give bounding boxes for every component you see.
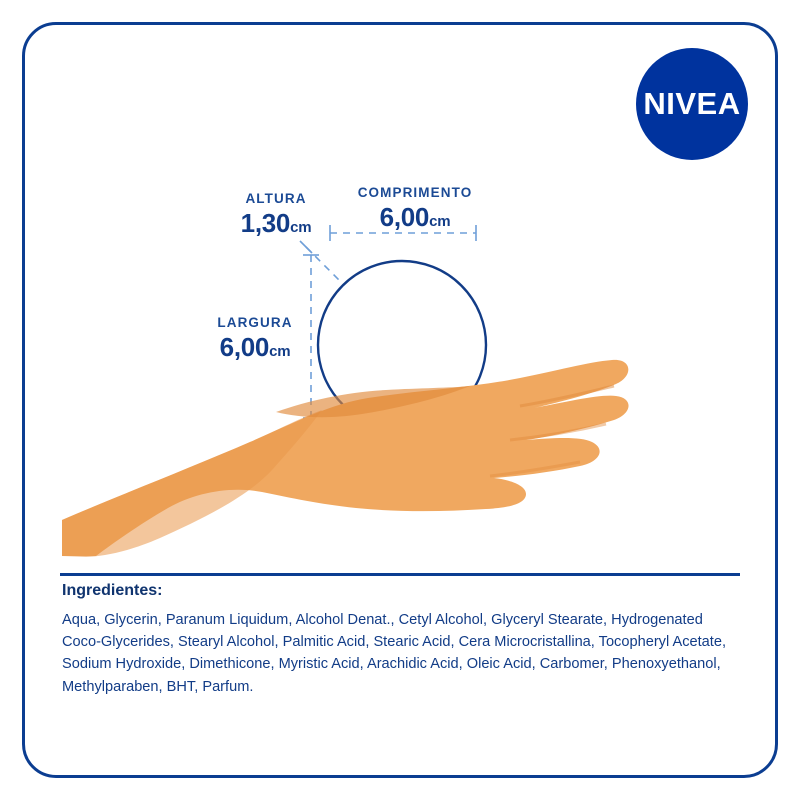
dimension-largura-value: 6,00 <box>219 332 270 363</box>
dimension-altura-value: 1,30 <box>240 208 291 239</box>
dimension-comprimento-value: 6,00 <box>379 202 430 233</box>
dimension-largura-unit: cm <box>269 343 291 361</box>
dimension-comprimento <box>320 186 510 231</box>
dimension-largura-label: LARGURA <box>217 315 293 330</box>
brand-wordmark: NIVEA <box>643 86 741 121</box>
ingredients-title: Ingredientes: <box>62 582 163 599</box>
dimension-comprimento-unit: cm <box>429 213 451 231</box>
ingredients-section <box>62 582 730 698</box>
dimension-altura-unit: cm <box>290 219 312 237</box>
dimension-largura <box>170 316 340 361</box>
dimension-altura-label: ALTURA <box>245 191 307 206</box>
ingredients-list: Aqua, Glycerin, Paranum Liquidum, Alcohol Denat., Cetyl Alcohol, Glyceryl Stearate, Hydrogenated Coco-Glycerides, Stearyl Alcohol, Palmitic Acid, Stearic Acid, Cera Microcristallina, Tocopheryl Acetate, Sodium Hydroxide, Dimethicone, Myristic Acid, Arachidic Acid, Oleic Acid, Carbomer, Phenoxyethanol, Methylparaben, BHT, Parfum. <box>62 612 727 695</box>
section-divider <box>60 573 740 576</box>
dimension-comprimento-label: COMPRIMENTO <box>357 185 473 200</box>
